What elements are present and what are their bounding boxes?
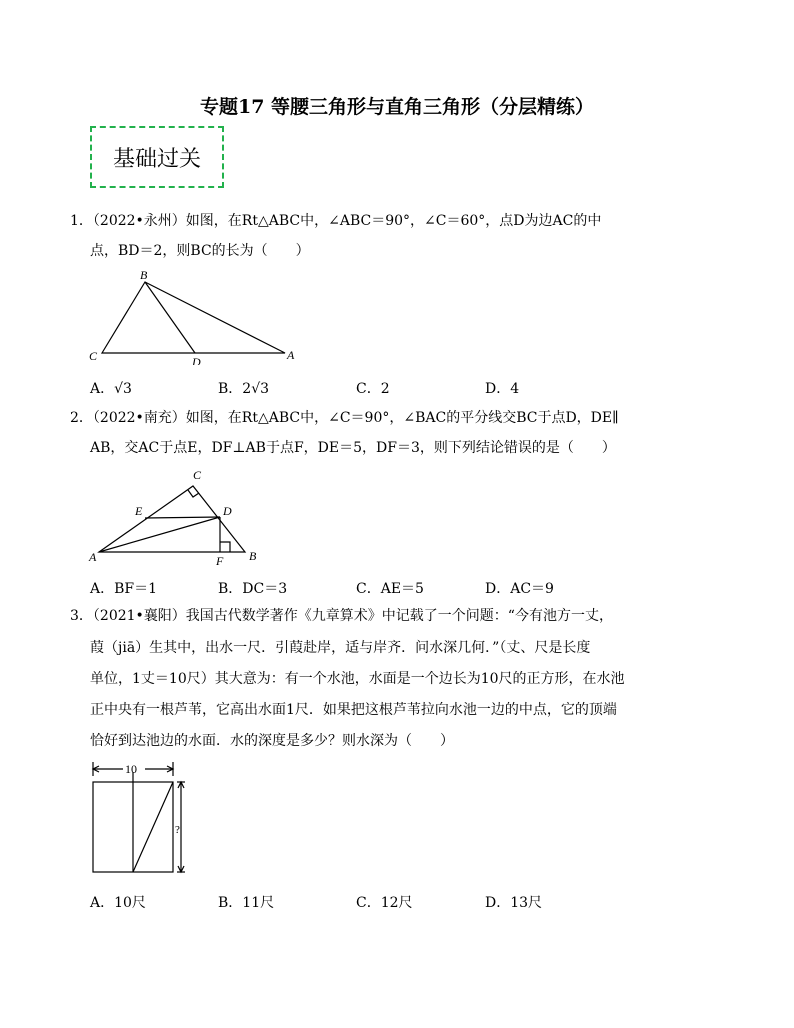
q2-label-b: B [249,549,257,563]
q2-label-a: A [89,550,97,564]
q2-option-a: A．BF＝1 [90,581,158,597]
q1-line2: 点，BD＝2，则BC的长为（ ） [90,243,310,259]
q1-label-d: D [192,355,201,365]
q3-option-a: A．10尺 [90,895,146,911]
section-badge: 基础过关 [90,126,224,188]
q1-label-a: A [287,348,295,362]
q2-option-c: C．AE＝5 [356,581,424,597]
q1-option-c: C．2 [356,381,390,397]
q1-option-b: B．2√3 [218,381,270,397]
q3-option-b: B．11尺 [218,895,275,911]
q1-option-a: A．√3 [90,381,132,397]
q2-label-f: F [216,554,224,568]
q3-label-width: 10 [125,762,137,776]
q2-label-d: D [223,504,232,518]
q3-pond-figure [85,758,195,878]
q2-label-c: C [193,468,202,482]
page-title: 专题17 等腰三角形与直角三角形（分层精练） [199,96,595,118]
q2-label-e: E [135,504,143,518]
q2-option-b: B．DC＝3 [218,581,288,597]
q2-option-d: D．AC＝9 [485,581,554,597]
q2-line1: 2．（2022•南充）如图，在Rt△ABC中，∠C＝90°，∠BAC的平分线交BC于点D，DE∥ [70,410,619,426]
q2-bisector-ad [99,517,220,552]
q1-segment-bd [145,282,195,353]
q1-line1: 1．（2022•永州）如图，在Rt△ABC中，∠ABC＝90°，∠C＝60°，点D为边AC的中 [70,213,602,229]
q3-line2: 葭（jiā）生其中，出水一尺．引葭赴岸，适与岸齐．问水深几何．”（丈、尺是长度 [90,640,591,656]
q2-line2: AB，交AC于点E，DF⊥AB于点F，DE＝5，DF＝3，则下列结论错误的是（ ） [90,440,616,456]
q1-option-d: D．4 [485,381,520,397]
q1-label-c: C [89,349,98,363]
q3-line4: 正中央有一根芦苇，它高出水面1尺．如果把这根芦苇拉向水池一边的中点，它的顶端 [90,702,617,718]
q2-right-angle-f [220,542,230,552]
q3-reed-pulled [133,782,173,872]
q3-option-d: D．13尺 [485,895,543,911]
q3-line3: 单位，1丈＝10尺）其大意为：有一个水池，水面是一个边长为10尺的正方形，在水池 [90,671,625,687]
q3-option-c: C．12尺 [356,895,413,911]
q1-label-b: B [140,268,148,282]
q1-triangle-figure [85,265,300,365]
q2-segment-de [145,517,220,518]
q2-triangle-figure [85,462,270,570]
q3-line5: 恰好到达池边的水面．水的深度是多少？则水深为（ ） [90,733,454,749]
q3-label-depth: ? [175,824,180,836]
q1-triangle-abc [102,282,285,353]
q3-line1: 3．（2021•襄阳）我国古代数学著作《九章算术》中记载了一个问题：“今有池方一丈， [70,608,613,624]
